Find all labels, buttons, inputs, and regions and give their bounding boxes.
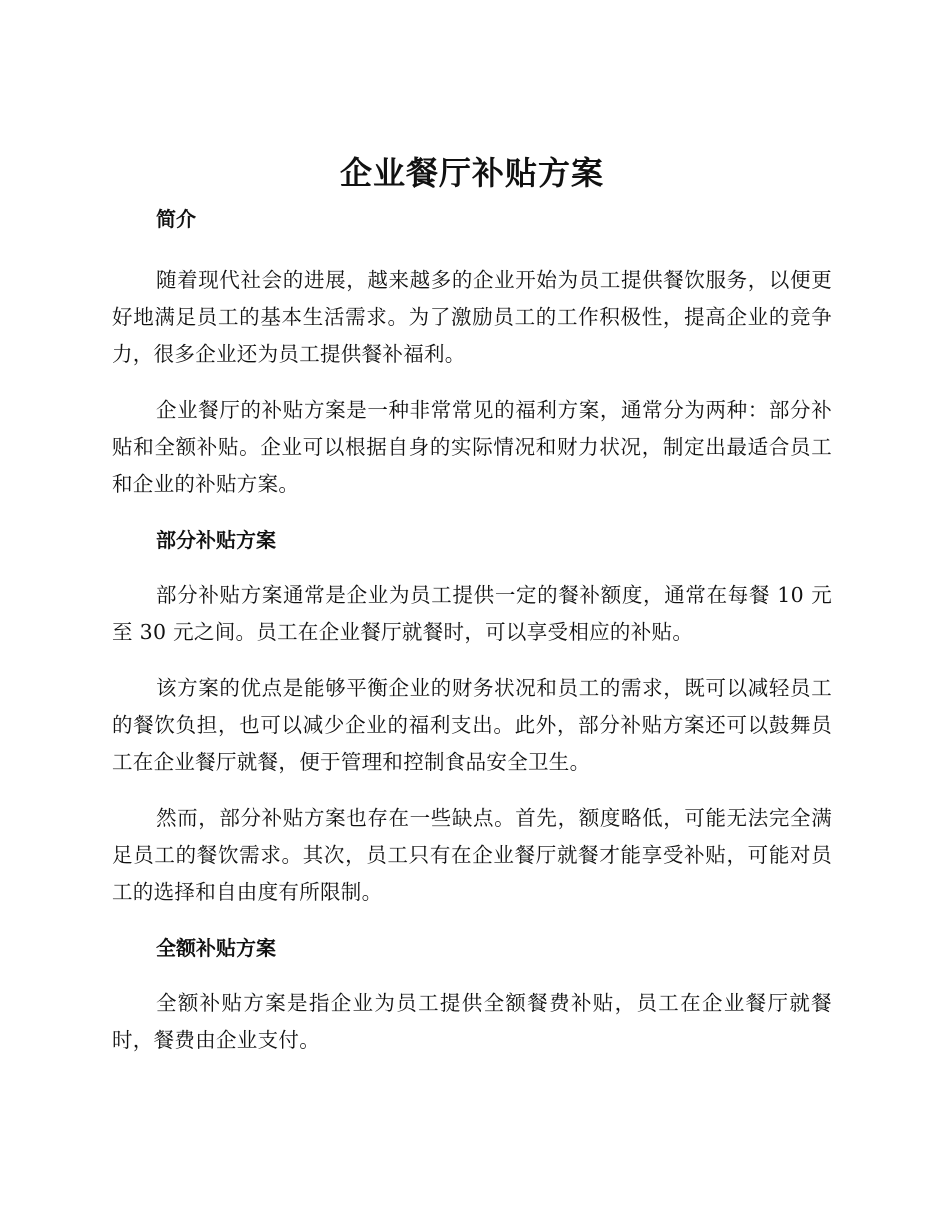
section-heading-full-subsidy: 全额补贴方案 bbox=[156, 936, 276, 960]
section-heading-intro: 简介 bbox=[156, 207, 196, 231]
paragraph: 全额补贴方案是指企业为员工提供全额餐费补贴，员工在企业餐厅就餐时，餐费由企业支付。 bbox=[112, 991, 832, 1052]
document-title: 企业餐厅补贴方案 bbox=[339, 154, 604, 192]
paragraph: 部分补贴方案通常是企业为员工提供一定的餐补额度，通常在每餐 10 元至 30 元之间。员工在企业餐厅就餐时，可以享受相应的补贴。 bbox=[112, 583, 832, 644]
paragraph: 该方案的优点是能够平衡企业的财务状况和员工的需求，既可以减轻员工的餐饮负担，也可以减少企业的福利支出。此外，部分补贴方案还可以鼓舞员工在企业餐厅就餐，便于管理和控制食品安全卫生。 bbox=[112, 676, 832, 774]
document-body bbox=[112, 150, 832, 1059]
paragraph: 随着现代社会的进展，越来越多的企业开始为员工提供餐饮服务，以便更好地满足员工的基本生活需求。为了激励员工的工作积极性，提高企业的竞争力，很多企业还为员工提供餐补福利。 bbox=[112, 268, 832, 366]
paragraph: 然而，部分补贴方案也存在一些缺点。首先，额度略低，可能无法完全满足员工的餐饮需求。其次，员工只有在企业餐厅就餐才能享受补贴，可能对员工的选择和自由度有所限制。 bbox=[112, 806, 832, 904]
section-heading-partial-subsidy: 部分补贴方案 bbox=[156, 528, 276, 552]
paragraph: 企业餐厅的补贴方案是一种非常常见的福利方案，通常分为两种：部分补贴和全额补贴。企业可以根据自身的实际情况和财力状况，制定出最适合员工和企业的补贴方案。 bbox=[112, 398, 832, 496]
